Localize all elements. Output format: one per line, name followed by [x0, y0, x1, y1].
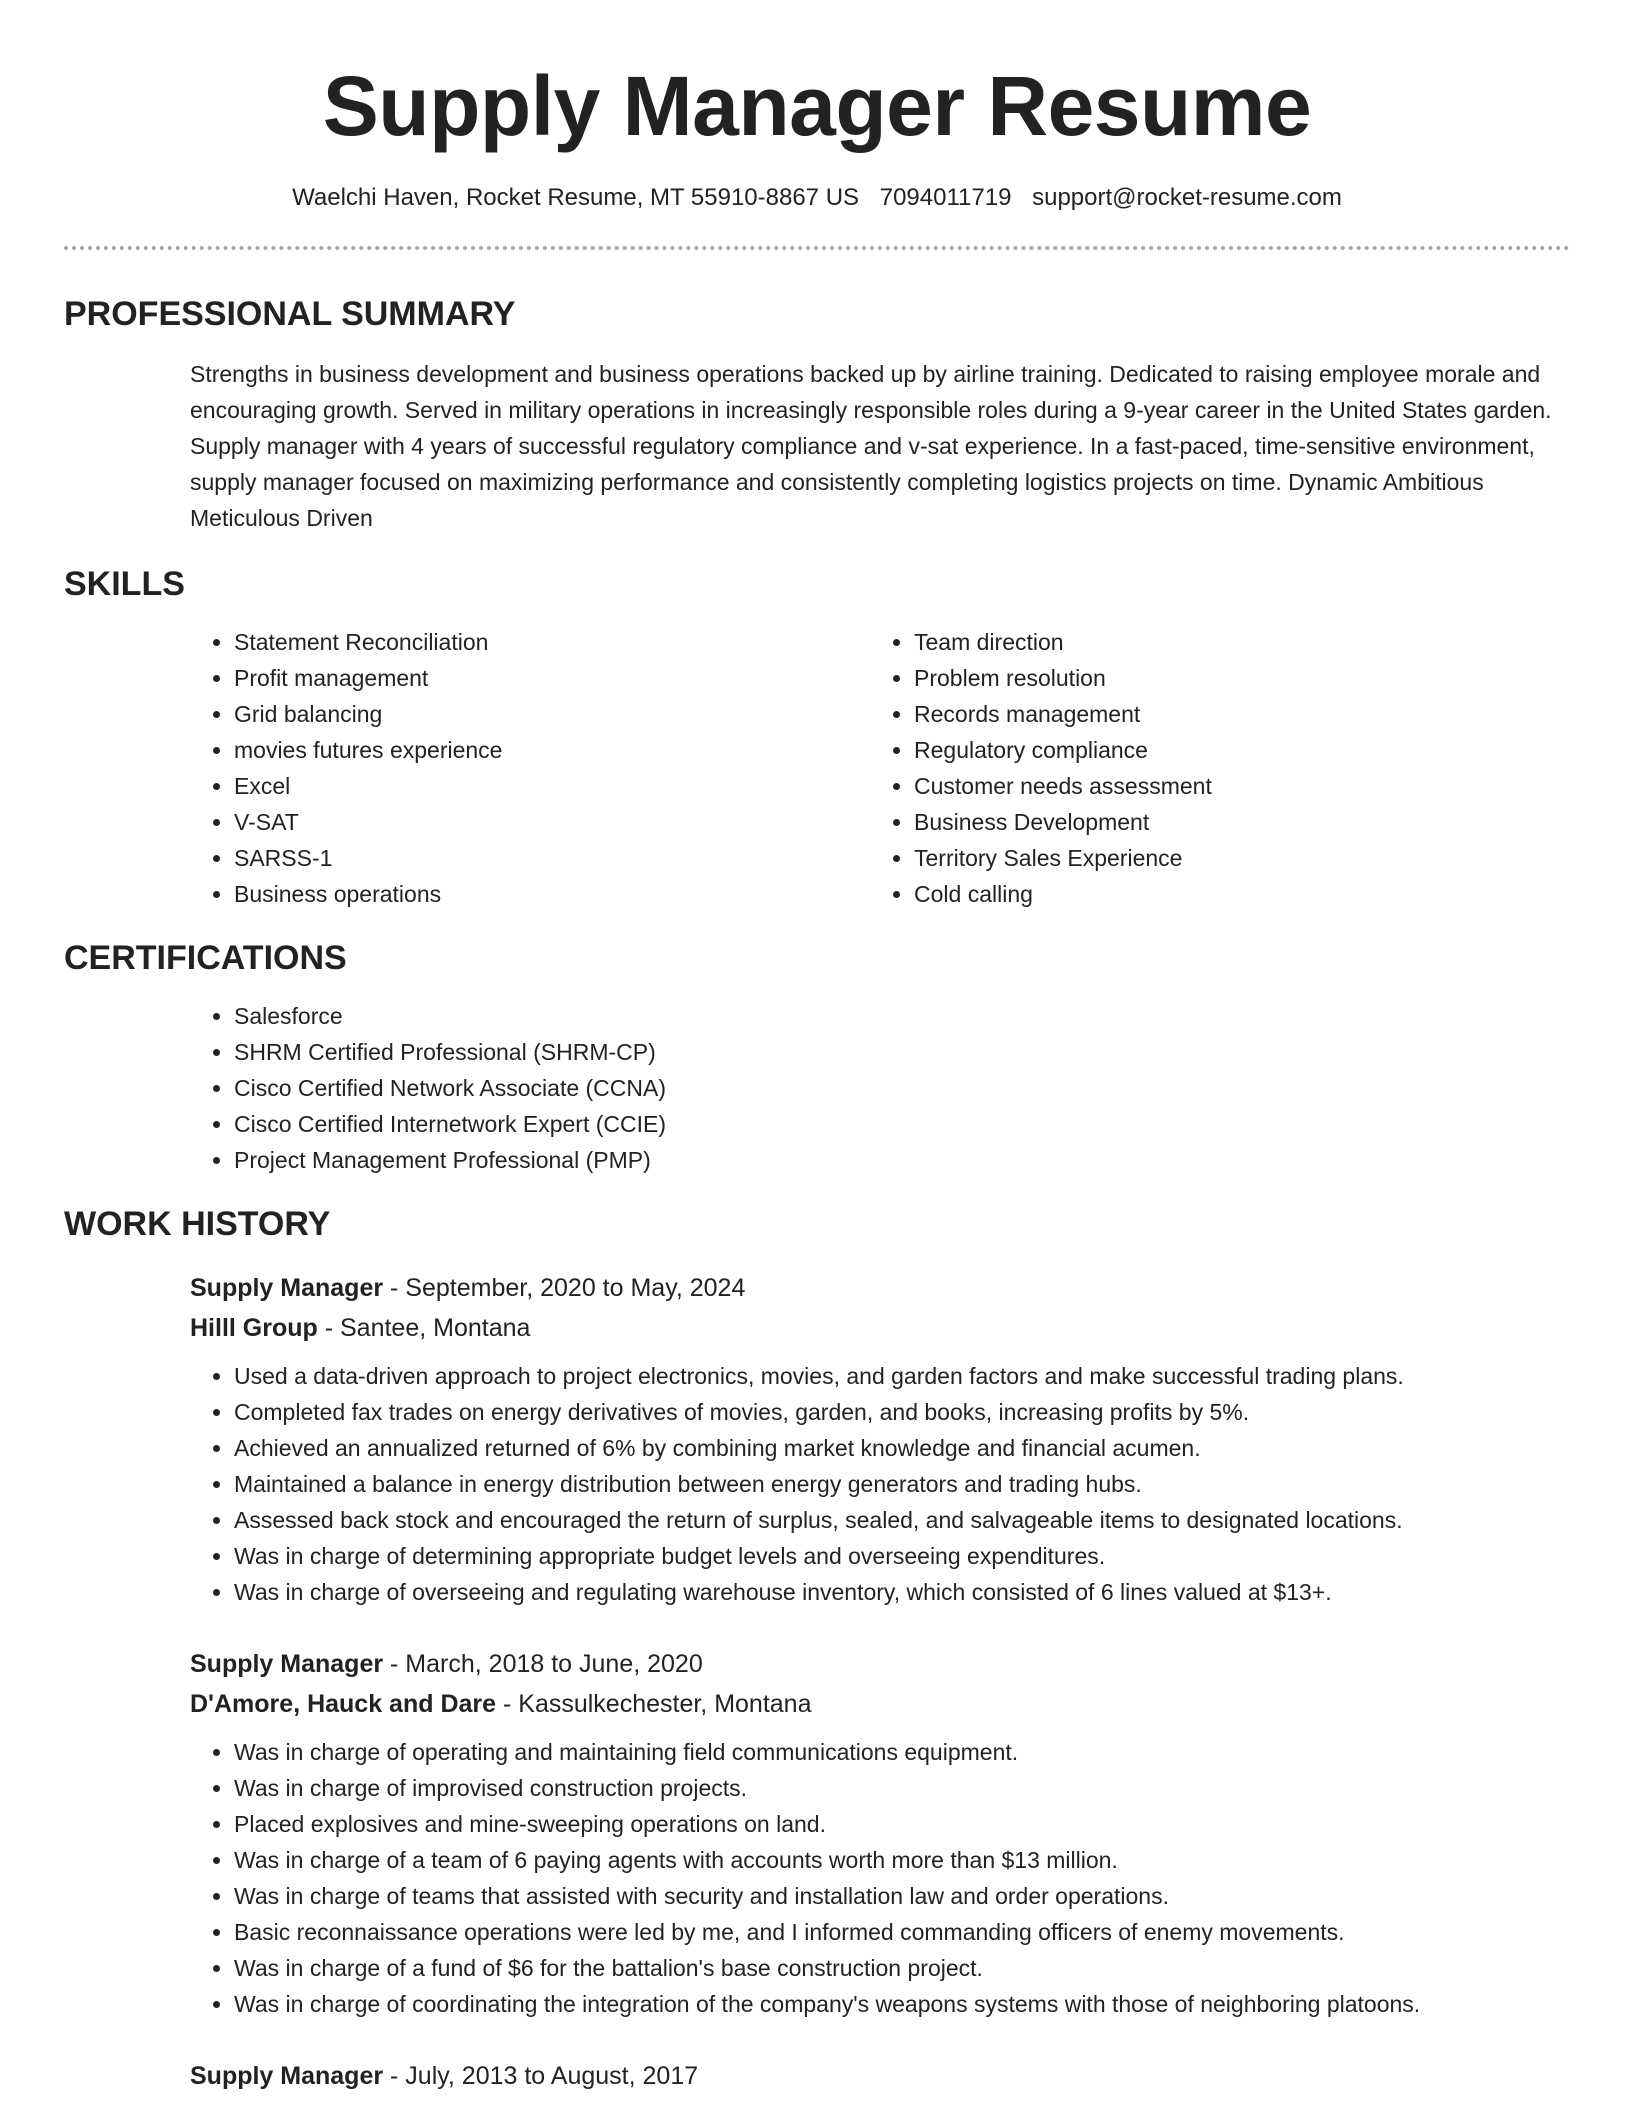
job-bullet: • Assessed back stock and encouraged the return of surplus, sealed, and salvageable items to designated locations. — [234, 1502, 1570, 1538]
job-bullet: • Was in charge of overseeing and regulating warehouse inventory, which consisted of 6 lines valued at $13+. — [234, 1574, 1570, 1610]
job-bullet: • Was in charge of coordinating the integration of the company's weapons systems with those of neighboring platoons. — [234, 1986, 1570, 2022]
job-bullet: • Was in charge of improvised construction projects. — [234, 1770, 1570, 1806]
certification-item: • Salesforce — [234, 998, 1570, 1034]
job-bullets — [190, 1734, 1570, 2022]
job-dates: - September, 2020 to May, 2024 — [383, 1274, 746, 1302]
contact-address: Waelchi Haven, Rocket Resume, MT 55910-8867 US — [292, 184, 860, 211]
job-bullet: • Was in charge of a team of 6 paying agents with accounts worth more than $13 million. — [234, 1842, 1570, 1878]
job-company-line — [190, 1308, 1570, 1348]
certifications-section — [64, 938, 1570, 1178]
resume-page — [64, 0, 1570, 2096]
job-bullet: • Was in charge of teams that assisted with security and installation law and order operations. — [234, 1878, 1570, 1914]
job-company: D'Amore, Hauck and Dare — [190, 1690, 497, 1718]
contact-email: support@rocket-resume.com — [1032, 184, 1342, 211]
job-company-line — [190, 1684, 1570, 1724]
contact-line — [64, 182, 1570, 214]
skills-list-left — [190, 624, 870, 912]
skills-column-left — [190, 624, 870, 912]
job-role: Supply Manager — [190, 2062, 384, 2090]
job-dates: - July, 2013 to August, 2017 — [383, 2062, 699, 2090]
skill-item: • Territory Sales Experience — [914, 840, 1550, 876]
job-bullet: • Basic reconnaissance operations were led by me, and I informed commanding officers of enemy movements. — [234, 1914, 1570, 1950]
certification-item: • SHRM Certified Professional (SHRM-CP) — [234, 1034, 1570, 1070]
certification-item: • Cisco Certified Network Associate (CCNA) — [234, 1070, 1570, 1106]
job-title-line — [190, 1268, 1570, 1308]
work-history-heading: WORK HISTORY — [64, 1205, 331, 1243]
job-location: - Santee, Montana — [317, 1314, 531, 1342]
certification-item: • Project Management Professional (PMP) — [234, 1142, 1570, 1178]
job-bullet: • Achieved an annualized returned of 6% by combining market knowledge and financial acumen. — [234, 1430, 1570, 1466]
skill-item: • Profit management — [234, 660, 870, 696]
job-bullets — [190, 1358, 1570, 1610]
certification-item: • Cisco Certified Internetwork Expert (CCIE) — [234, 1106, 1570, 1142]
skill-item: • Business operations — [234, 876, 870, 912]
skill-item: • Problem resolution — [914, 660, 1550, 696]
skill-item: • Statement Reconciliation — [234, 624, 870, 660]
job-bullet: • Placed explosives and mine-sweeping operations on land. — [234, 1806, 1570, 1842]
skill-item: • movies futures experience — [234, 732, 870, 768]
summary-section — [64, 294, 1570, 536]
job-bullet: • Was in charge of operating and maintaining field communications equipment. — [234, 1734, 1570, 1770]
job-bullet: • Maintained a balance in energy distribution between energy generators and trading hubs. — [234, 1466, 1570, 1502]
job-role: Supply Manager — [190, 1650, 384, 1678]
skill-item: • SARSS-1 — [234, 840, 870, 876]
skill-item: • V-SAT — [234, 804, 870, 840]
summary-heading: PROFESSIONAL SUMMARY — [64, 295, 516, 333]
certifications-list — [190, 998, 1570, 1178]
skill-item: • Regulatory compliance — [914, 732, 1550, 768]
job-location: - Kassulkechester, Montana — [496, 1690, 812, 1718]
job-entry — [190, 2056, 1570, 2096]
job-title-line — [190, 1644, 1570, 1684]
summary-text: Strengths in business development and business operations backed up by airline training. Dedicated to raising employee morale and encouraging growth. Served in military operations in increasingly responsible roles during a 9-year career in the United States garden. Supply manager with 4 years of successful regulatory compliance and v-sat experience. In a fast-paced, time-sensitive environment, supply manager focused on maximizing performance and consistently completing logistics projects on time. Dynamic Ambitious Meticulous Driven — [190, 361, 1552, 531]
contact-phone: 7094011719 — [879, 184, 1012, 211]
skill-item: • Customer needs assessment — [914, 768, 1550, 804]
job-bullet: • Completed fax trades on energy derivatives of movies, garden, and books, increasing profits by 5%. — [234, 1394, 1570, 1430]
certifications-heading: CERTIFICATIONS — [64, 939, 347, 977]
job-bullet: • Used a data-driven approach to project electronics, movies, and garden factors and make successful trading plans. — [234, 1358, 1570, 1394]
resume-title: Supply Manager Resume — [322, 59, 1312, 153]
job-company: Hilll Group — [190, 1314, 318, 1342]
skill-item: • Business Development — [914, 804, 1550, 840]
work-history-section — [64, 1204, 1570, 2096]
skill-item: • Grid balancing — [234, 696, 870, 732]
skill-item: • Team direction — [914, 624, 1550, 660]
skill-item: • Cold calling — [914, 876, 1550, 912]
skills-heading: SKILLS — [64, 565, 185, 603]
job-entry — [190, 1644, 1570, 2022]
job-role: Supply Manager — [190, 1274, 384, 1302]
skill-item: • Records management — [914, 696, 1550, 732]
certifications-list-wrap — [190, 998, 1570, 1178]
skills-column-right — [870, 624, 1550, 912]
header-divider — [64, 246, 1570, 250]
skills-list-right — [870, 624, 1550, 912]
skill-item: • Excel — [234, 768, 870, 804]
job-dates: - March, 2018 to June, 2020 — [383, 1650, 703, 1678]
job-bullet: • Was in charge of determining appropriate budget levels and overseeing expenditures. — [234, 1538, 1570, 1574]
job-entry — [190, 1268, 1570, 1610]
skills-grid — [190, 624, 1570, 912]
job-bullet: • Was in charge of a fund of $6 for the battalion's base construction project. — [234, 1950, 1570, 1986]
skills-section — [64, 564, 1570, 912]
job-title-line — [190, 2056, 1570, 2096]
